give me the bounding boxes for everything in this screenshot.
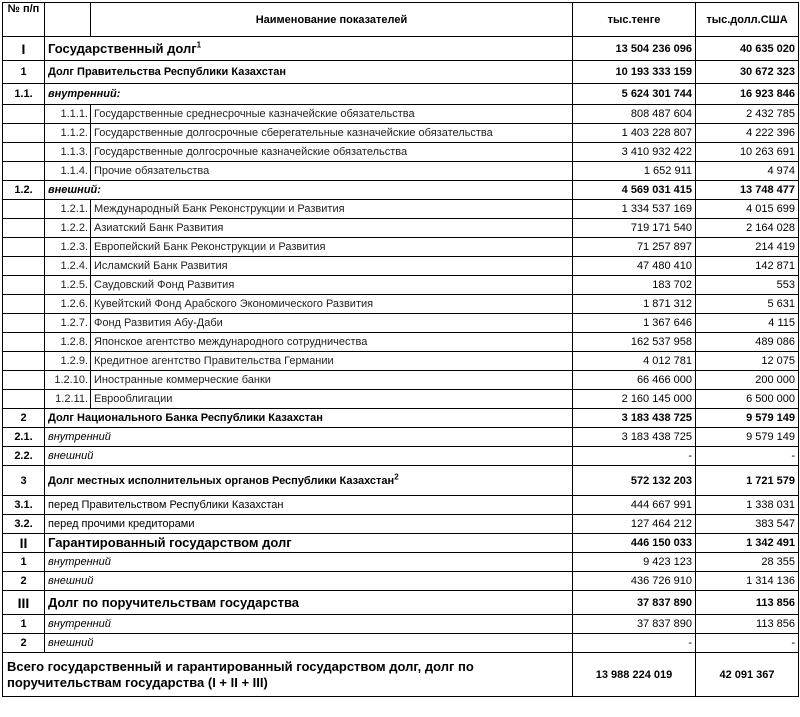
row-tenge: 436 726 910 (573, 572, 696, 591)
header-code-blank (45, 3, 91, 37)
row-name: Долг Национального Банка Республики Казахстан (45, 409, 573, 428)
row-usd: 553 (696, 276, 799, 295)
row-code: 1.2.9. (45, 352, 91, 371)
table-row (3, 238, 799, 257)
table-row (3, 295, 799, 314)
row-usd: 1 314 136 (696, 572, 799, 591)
row-name: Гарантированный государством долг (45, 534, 573, 553)
table-row (3, 314, 799, 333)
row-num: 1 (3, 615, 45, 634)
row-code: 1.1.1. (45, 105, 91, 124)
row-num: 2.1. (3, 428, 45, 447)
table-row (3, 276, 799, 295)
row-code: 1.2.11. (45, 390, 91, 409)
row-usd: 28 355 (696, 553, 799, 572)
row-usd: 214 419 (696, 238, 799, 257)
table-row (3, 390, 799, 409)
row-num-blank (3, 219, 45, 238)
row-tenge: 66 466 000 (573, 371, 696, 390)
row-usd: 30 672 323 (696, 61, 799, 84)
header-tenge: тыс.тенге (573, 3, 696, 37)
table-row (3, 84, 799, 105)
row-name: внешний (45, 634, 573, 653)
row-num-blank (3, 162, 45, 181)
row-usd: 2 432 785 (696, 105, 799, 124)
row-num: 1 (3, 61, 45, 84)
row-usd: 13 748 477 (696, 181, 799, 200)
table-row (3, 61, 799, 84)
row-name: внутренний: (45, 84, 573, 105)
row-usd: 9 579 149 (696, 428, 799, 447)
row-tenge: 1 403 228 807 (573, 124, 696, 143)
row-tenge: 5 624 301 744 (573, 84, 696, 105)
table-row (3, 371, 799, 390)
row-code: 1.2.10. (45, 371, 91, 390)
row-usd: 1 342 491 (696, 534, 799, 553)
row-name: перед прочими кредиторами (45, 515, 573, 534)
row-usd: 489 086 (696, 333, 799, 352)
row-name: Иностранные коммерческие банки (91, 371, 573, 390)
row-name: Государственные долгосрочные сберегательные казначейские обязательства (91, 124, 573, 143)
row-name: Еврооблигации (91, 390, 573, 409)
row-name: Саудовский Фонд Развития (91, 276, 573, 295)
row-code: 1.2.8. (45, 333, 91, 352)
row-num-blank (3, 105, 45, 124)
row-usd: 16 923 846 (696, 84, 799, 105)
row-usd: 142 871 (696, 257, 799, 276)
row-num: 1 (3, 553, 45, 572)
row-usd: 12 075 (696, 352, 799, 371)
row-name: внутренний (45, 428, 573, 447)
row-num-blank (3, 295, 45, 314)
row-num-blank (3, 257, 45, 276)
row-tenge: 13 504 236 096 (573, 37, 696, 61)
row-usd: 5 631 (696, 295, 799, 314)
row-num: 1.2. (3, 181, 45, 200)
row-tenge: 444 667 991 (573, 496, 696, 515)
row-tenge: 808 487 604 (573, 105, 696, 124)
row-tenge: 183 702 (573, 276, 696, 295)
row-num-blank (3, 390, 45, 409)
table-row (3, 634, 799, 653)
row-tenge: 127 464 212 (573, 515, 696, 534)
header-usd: тыс.долл.США (696, 3, 799, 37)
row-tenge: 3 183 438 725 (573, 409, 696, 428)
row-name: внешний (45, 572, 573, 591)
row-num-blank (3, 124, 45, 143)
row-name: Долг по поручительствам государства (45, 591, 573, 615)
row-usd: 10 263 691 (696, 143, 799, 162)
row-tenge: 37 837 890 (573, 615, 696, 634)
table-row (3, 124, 799, 143)
row-code: 1.1.4. (45, 162, 91, 181)
row-name: Европейский Банк Реконструкции и Развития (91, 238, 573, 257)
row-num-blank (3, 352, 45, 371)
row-tenge: 37 837 890 (573, 591, 696, 615)
row-tenge: 4 569 031 415 (573, 181, 696, 200)
row-usd: - (696, 634, 799, 653)
table-row (3, 37, 799, 61)
row-num: 3 (3, 466, 45, 496)
row-num-blank (3, 333, 45, 352)
total-name: Всего государственный и гарантированный государством долг, долг по поручительствам государства (I + II + III) (3, 653, 573, 697)
total-usd: 42 091 367 (696, 653, 799, 697)
row-num-blank (3, 371, 45, 390)
row-tenge: 446 150 033 (573, 534, 696, 553)
total-row (3, 653, 799, 697)
row-tenge: 10 193 333 159 (573, 61, 696, 84)
row-num: I (3, 37, 45, 61)
table-row (3, 591, 799, 615)
row-num: 2 (3, 634, 45, 653)
table-row (3, 553, 799, 572)
table-row (3, 572, 799, 591)
row-tenge: 47 480 410 (573, 257, 696, 276)
row-usd: 113 856 (696, 615, 799, 634)
row-tenge: - (573, 634, 696, 653)
row-code: 1.2.3. (45, 238, 91, 257)
row-num: II (3, 534, 45, 553)
table-row (3, 447, 799, 466)
table-row (3, 534, 799, 553)
row-tenge: 4 012 781 (573, 352, 696, 371)
table-row (3, 409, 799, 428)
table-header-row (3, 3, 799, 37)
row-name: Азиатский Банк Развития (91, 219, 573, 238)
row-num: III (3, 591, 45, 615)
row-code: 1.2.2. (45, 219, 91, 238)
state-debt-table (2, 2, 799, 697)
row-num: 3.2. (3, 515, 45, 534)
row-usd: 383 547 (696, 515, 799, 534)
row-usd: 6 500 000 (696, 390, 799, 409)
row-code: 1.2.7. (45, 314, 91, 333)
total-tenge: 13 988 224 019 (573, 653, 696, 697)
row-code: 1.1.3. (45, 143, 91, 162)
row-num: 1.1. (3, 84, 45, 105)
row-tenge: 9 423 123 (573, 553, 696, 572)
row-usd: 113 856 (696, 591, 799, 615)
table-row (3, 181, 799, 200)
table-row (3, 200, 799, 219)
row-tenge: 1 652 911 (573, 162, 696, 181)
row-tenge: 3 183 438 725 (573, 428, 696, 447)
row-usd: 9 579 149 (696, 409, 799, 428)
row-name: внутренний (45, 553, 573, 572)
row-code: 1.2.6. (45, 295, 91, 314)
row-num: 2 (3, 572, 45, 591)
row-tenge: - (573, 447, 696, 466)
row-num-blank (3, 238, 45, 257)
row-num-blank (3, 143, 45, 162)
row-name: Японское агентство международного сотрудничества (91, 333, 573, 352)
table-row (3, 428, 799, 447)
row-usd: 40 635 020 (696, 37, 799, 61)
row-tenge: 719 171 540 (573, 219, 696, 238)
table-row (3, 257, 799, 276)
row-usd: 4 015 699 (696, 200, 799, 219)
row-tenge: 1 334 537 169 (573, 200, 696, 219)
row-num: 2.2. (3, 447, 45, 466)
row-code: 1.2.4. (45, 257, 91, 276)
row-usd: 2 164 028 (696, 219, 799, 238)
row-name: внешний (45, 447, 573, 466)
row-tenge: 1 871 312 (573, 295, 696, 314)
row-name: Фонд Развития Абу-Даби (91, 314, 573, 333)
row-name: Государственные среднесрочные казначейские обязательства (91, 105, 573, 124)
row-name: Долг Правительства Республики Казахстан (45, 61, 573, 84)
table-row (3, 352, 799, 371)
row-name: Исламский Банк Развития (91, 257, 573, 276)
header-name: Наименование показателей (91, 3, 573, 37)
row-num: 3.1. (3, 496, 45, 515)
row-tenge: 572 132 203 (573, 466, 696, 496)
row-usd: 4 974 (696, 162, 799, 181)
table-row (3, 219, 799, 238)
row-usd: 4 222 396 (696, 124, 799, 143)
row-num-blank (3, 276, 45, 295)
row-usd: 4 115 (696, 314, 799, 333)
row-tenge: 3 410 932 422 (573, 143, 696, 162)
row-num-blank (3, 314, 45, 333)
row-num: 2 (3, 409, 45, 428)
row-tenge: 2 160 145 000 (573, 390, 696, 409)
row-name: внешний: (45, 181, 573, 200)
row-code: 1.2.1. (45, 200, 91, 219)
row-num-blank (3, 200, 45, 219)
row-usd: 1 721 579 (696, 466, 799, 496)
row-name: Международный Банк Реконструкции и Развития (91, 200, 573, 219)
row-code: 1.2.5. (45, 276, 91, 295)
table-row (3, 615, 799, 634)
row-usd: 1 338 031 (696, 496, 799, 515)
row-tenge: 162 537 958 (573, 333, 696, 352)
row-name: Прочие обязательства (91, 162, 573, 181)
table-row (3, 162, 799, 181)
table-row (3, 333, 799, 352)
row-name: Государственный долг$^1$ (45, 37, 573, 61)
table-row (3, 515, 799, 534)
row-usd: - (696, 447, 799, 466)
row-name: Кредитное агентство Правительства Германии (91, 352, 573, 371)
header-num: № п/п (3, 3, 45, 37)
row-name: Кувейтский Фонд Арабского Экономического Развития (91, 295, 573, 314)
row-name: внутренний (45, 615, 573, 634)
table-row (3, 143, 799, 162)
row-name: Долг местных исполнительных органов Республики Казахстан$^2$ (45, 466, 573, 496)
row-tenge: 1 367 646 (573, 314, 696, 333)
table-row (3, 496, 799, 515)
row-code: 1.1.2. (45, 124, 91, 143)
row-tenge: 71 257 897 (573, 238, 696, 257)
row-name: Государственные долгосрочные казначейские обязательства (91, 143, 573, 162)
row-name: перед Правительством Республики Казахстан (45, 496, 573, 515)
row-usd: 200 000 (696, 371, 799, 390)
table-row (3, 466, 799, 496)
table-row (3, 105, 799, 124)
